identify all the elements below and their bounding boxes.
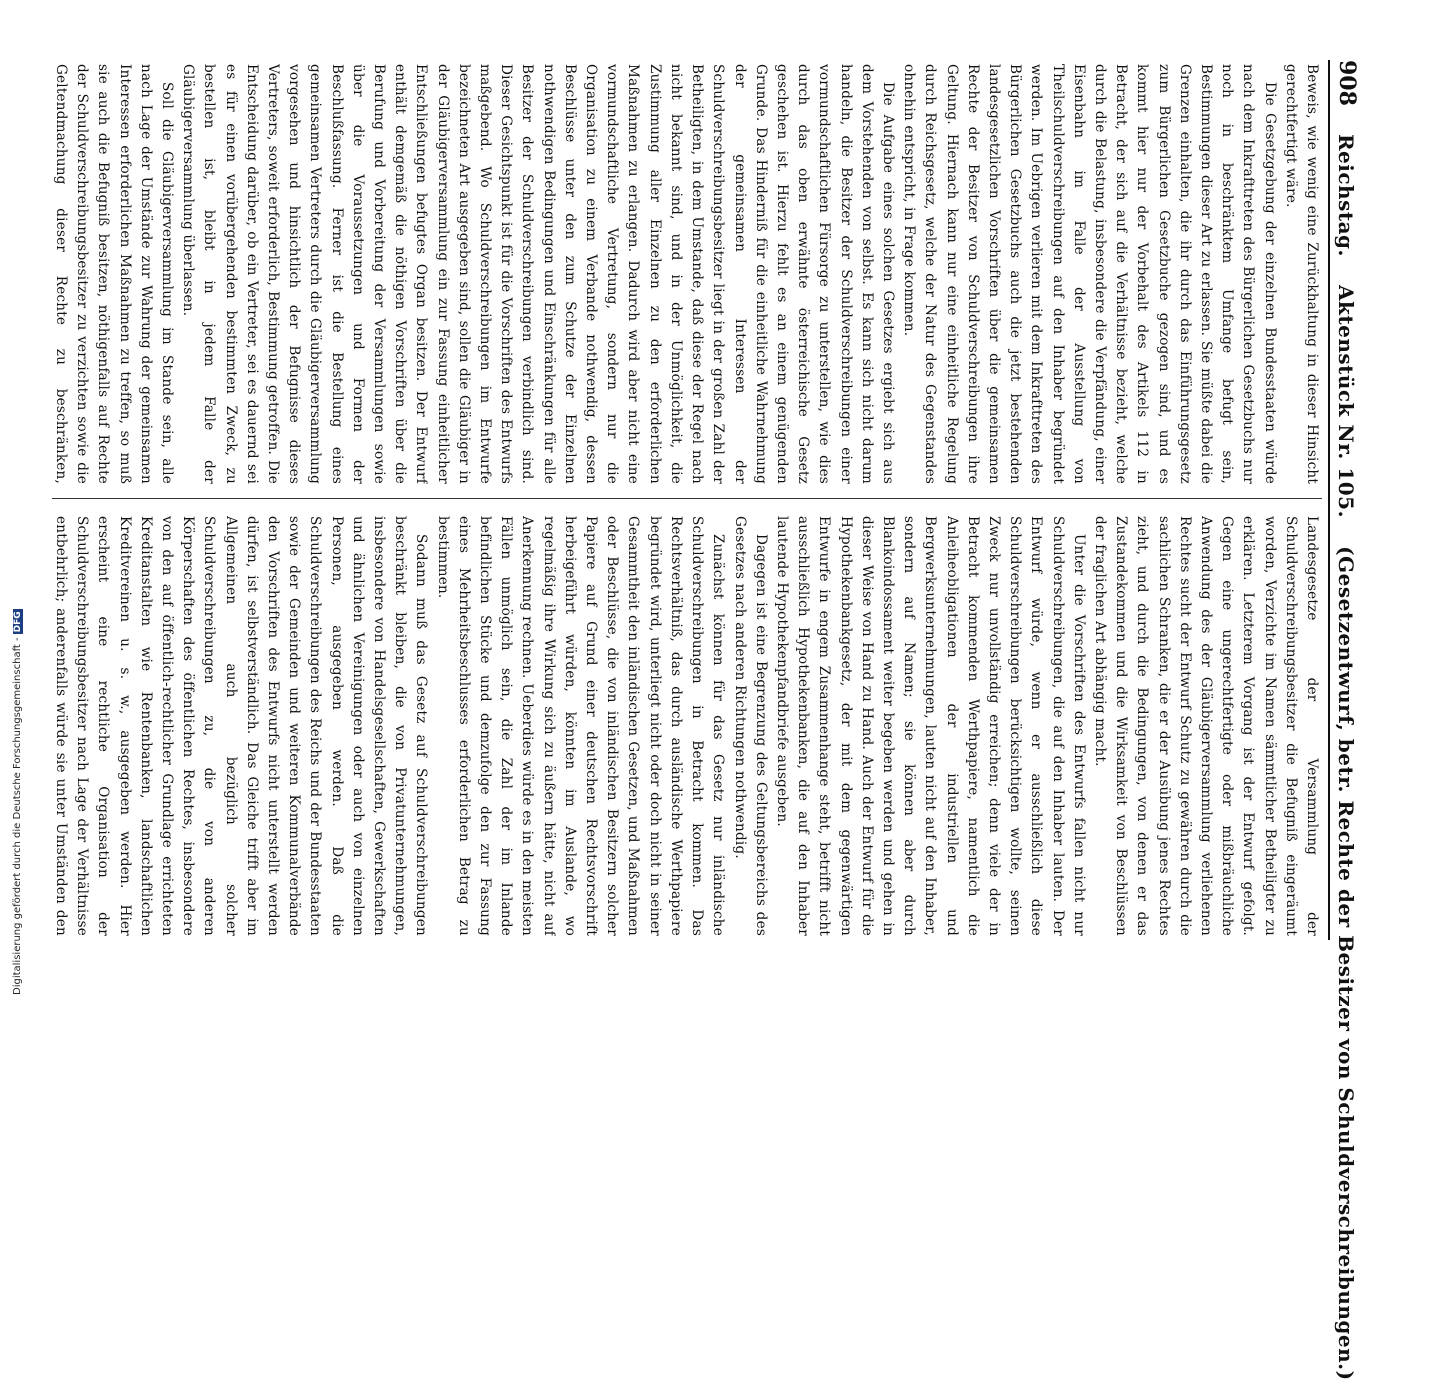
paragraph: Dagegen ist eine Begrenzung des Geltungsbereichs des Gesetzes nach anderen Richtungen nothwendig. xyxy=(731,516,769,936)
paragraph: Beweis, wie wenig eine Zurückhaltung in dieser Hinsicht gerechtfertigt wäre. xyxy=(1282,64,1320,484)
paragraph: Unter die Vorschriften des Entwurfs fallen nicht nur Schuldverschreibungen, die auf den Inhaber lauten. Der Entwurf würde, wenn er ausschließlich diese Schuldverschreibungen berücksichtigen wollte, seinen Zweck nur unvollständig erreichen; denn viele der in Betracht kommenden Werthpapiere, namentlich die Anleiheobligationen der industriellen und Bergwerksunternehmungen, lauten nicht auf den Inhaber, sondern auf Namen; sie können aber durch Blankoindossament weiter begeben werden und gehen in dieser Weise von Hand zu Hand. Auch der Entwurf für die Hypothekenbankgesetz, der mit dem gegenwärtigen Entwurfe in engem Zusammenhange steht, betrifft nicht ausschließlich Hypothekenbanken, die auf den Inhaber lautende Hypothekenpfandbriefe ausgeben. xyxy=(773,516,1087,936)
paragraph: Die Aufgabe eines solchen Gesetzes ergiebt sich aus dem Vorstehenden von selbst. Es kann sich nicht darum handeln, die Besitzer der Schuldverschreibungen einer vormundschaftlichen Fürsorge zu unterstellen, wie dies durch das oben erwähnte österreichische Gesetz geschehen ist. Hierzu fehlt es an einem genügenden Grunde. Das Hinderniß für die einheitliche Wahrnehmung der gemeinsamen Interessen der Schuldverschreibungsbesitzer liegt in der großen Zahl der Betheiligten, in dem Umstande, daß diese der Regel nach nicht bekannt sind, und in der Unmöglichkeit, die Zustimmung aller Einzelnen zu den erforderlichen Maßnahmen zu erlangen. Dadurch wird aber nicht eine vormundschaftliche Vertretung, sondern nur die Organisation zu einem Verbande nothwendig, dessen Beschlüsse unter den zum Schutze der Einzelnen nothwendigen Bedingungen und Einschränkungen für alle Besitzer der Schuldverschreibungen verbindlich sind. Dieser Gesichtspunkt ist für die Vorschriften des Entwurfs maßgebend. Wo Schuldverschreibungen im Entwurfe bezeichneten Art ausgegeben sind, sollen die Gläubiger in der Gläubigerversammlung ein zur Fassung einheitlicher Entschließungen befugtes Organ besitzen. Der Entwurf enthält demgemäß die nöthigen Vorschriften über die Berufung und Vorbereitung der Versammlungen sowie über die Voraussetzungen und Formen der Beschlußfassung. Ferner ist die Bestellung eines gemeinsamen Vertreters durch die Gläubigerversammlung vorgesehen und hinsichtlich der Befugnisse dieses Vertreters, soweit erforderlich, Bestimmung getroffen. Die Entscheidung darüber, ob ein Vertreter, sei es dauernd sei es für einen vorübergehenden bestimmten Zweck, zu bestellen ist, bleibt in jedem Falle der Gläubigerversammlung überlassen. xyxy=(180,64,896,484)
paragraph: Soll die Gläubigerversammlung im Stande sein, alle nach Lage der Umstände zur Wahrung der gemeinsamen Interessen erforderlichen Maßnahmen zu treffen, so muß sie auch die Befugniß besitzen, nöthigenfalls auf Rechte der Schuldverschreibungsbesitzer zu verzichten sowie die Geltendmachung dieser Rechte zu beschränken, xyxy=(53,64,176,484)
column-divider xyxy=(52,498,1322,499)
source-title: Reichstag. xyxy=(1334,133,1358,258)
page-number: 908 xyxy=(1334,60,1360,106)
paragraph: Landesgesetze der Versammlung der Schuldverschreibungsbesitzer die Befugniß eingeräumt worden, Verzichte im Namen sämmtlicher Betheiligter zu erklären. Letzterem Vorgang ist der Entwurf gefolgt. Gegen eine ungerechtfertigte oder mißbräuchliche Anwendung des der Gläubigerversammlung verliehenen Rechtes sucht der Entwurf Schutz zu gewähren durch die sachlichen Schranken, die er der Ausübung jenes Rechtes zieht, und durch die Bedingungen, von denen er das Zustandekommen und die Wirksamkeit von Beschlüssen der fraglichen Art abhängig macht. xyxy=(1091,516,1320,936)
paragraph: Zunächst können für das Gesetz nur inländische Schuldverschreibungen in Betracht kommen. Das Rechtsverhältniß, das durch ausländische Werthpapiere begründet wird, unterliegt nicht oder doch nicht in seiner Gesammtheit den inländischen Gesetzen, und Maßnahmen oder Beschlüsse, die von inländischen Besitzern solcher Papiere auf Grund einer deutschen Rechtsvorschrift herbeigeführt würden, könnten im Auslande, wo regelmäßig ihre Wirkung sich zu äußern hätte, nicht auf Anerkennung rechnen. Ueberdies würde es in den meisten Fällen unmöglich sein, die Zahl der im Inlande befindlichen Stücke und demzufolge den zur Fassung eines Mehrheitsbeschlusses erforderlichen Betrag zu bestimmen. xyxy=(434,516,727,936)
text-column-right xyxy=(52,516,1322,936)
credit-text: Digitalisierung gefördert durch die Deutsche Forschungsgemeinschaft - xyxy=(12,637,23,995)
paragraph: Die Gesetzgebung der einzelnen Bundesstaaten würde nach dem Inkrafttreten des Bürgerlichen Gesetzbuchs nur noch in beschränktem Umfange befugt sein, Bestimmungen dieser Art zu erlassen. Sie müßte dabei die Grenzen einhalten, die ihr durch das Einführungsgesetz zum Bürgerlichen Gesetzbuche gezogen sind, und es kommt hier nur der Vorbehalt des Artikels 112 in Betracht, der sich auf die Verhältnisse bezieht, welche durch die Belastung, insbesondere die Verpfändung, einer Eisenbahn im Falle der Ausstellung von Theilschuldverschreibungen auf den Inhaber begründet werden. Im Uebrigen verlieren mit dem Inkrafttreten des Bürgerlichen Gesetzbuchs auch die jetzt bestehenden landesgesetzlichen Vorschriften über die gemeinsamen Rechte der Besitzer von Schuldverschreibungen ihre Geltung. Hiernach kann nur eine einheitliche Regelung durch Reichsgesetz, welche der Natur des Gegenstandes ohnehin entspricht, in Frage kommen. xyxy=(901,64,1278,484)
page-header xyxy=(1334,60,1362,1381)
text-column-left xyxy=(52,64,1322,484)
header-rule xyxy=(1328,60,1330,940)
digitization-credit xyxy=(12,609,23,995)
paragraph: Sodann muß das Gesetz auf Schuldverschreibungen beschränkt bleiben, die von Privatunternehmungen, insbesondere von Handelsgesellschaften, Gewerkschaften und ähnlichen Vereinigungen oder auch von einzelnen Personen, ausgegeben werden. Daß die Schuldverschreibungen des Reichs und der Bundesstaaten sowie der Gemeinden und weiteren Kommunalverbände den Vorschriften des Entwurfs nicht unterstellt werden dürfen, ist selbstverständlich. Das Gleiche trifft aber im Allgemeinen auch bezüglich solcher Schuldverschreibungen zu, die von anderen Körperschaften des öffentlichen Rechtes, insbesondere von den auf öffentlich-rechtlicher Grundlage errichteten Kreditanstalten wie Rentenbanken, landschaftlichen Kreditvereinen u. s. w., ausgegeben werden. Hier erscheint eine rechtliche Organisation der Schuldverschreibungsbesitzer nach Lage der Verhältnisse entbehrlich; anderenfalls würde sie unter Umständen den xyxy=(53,516,430,936)
footer xyxy=(0,0,23,1000)
dfg-logo: DFG xyxy=(13,611,23,633)
document-subject: (Gesetzentwurf, betr. Rechte der Besitzer von Schuldverschreibungen.) xyxy=(1334,546,1358,1381)
document-number: Aktenstück Nr. 105. xyxy=(1334,285,1358,519)
